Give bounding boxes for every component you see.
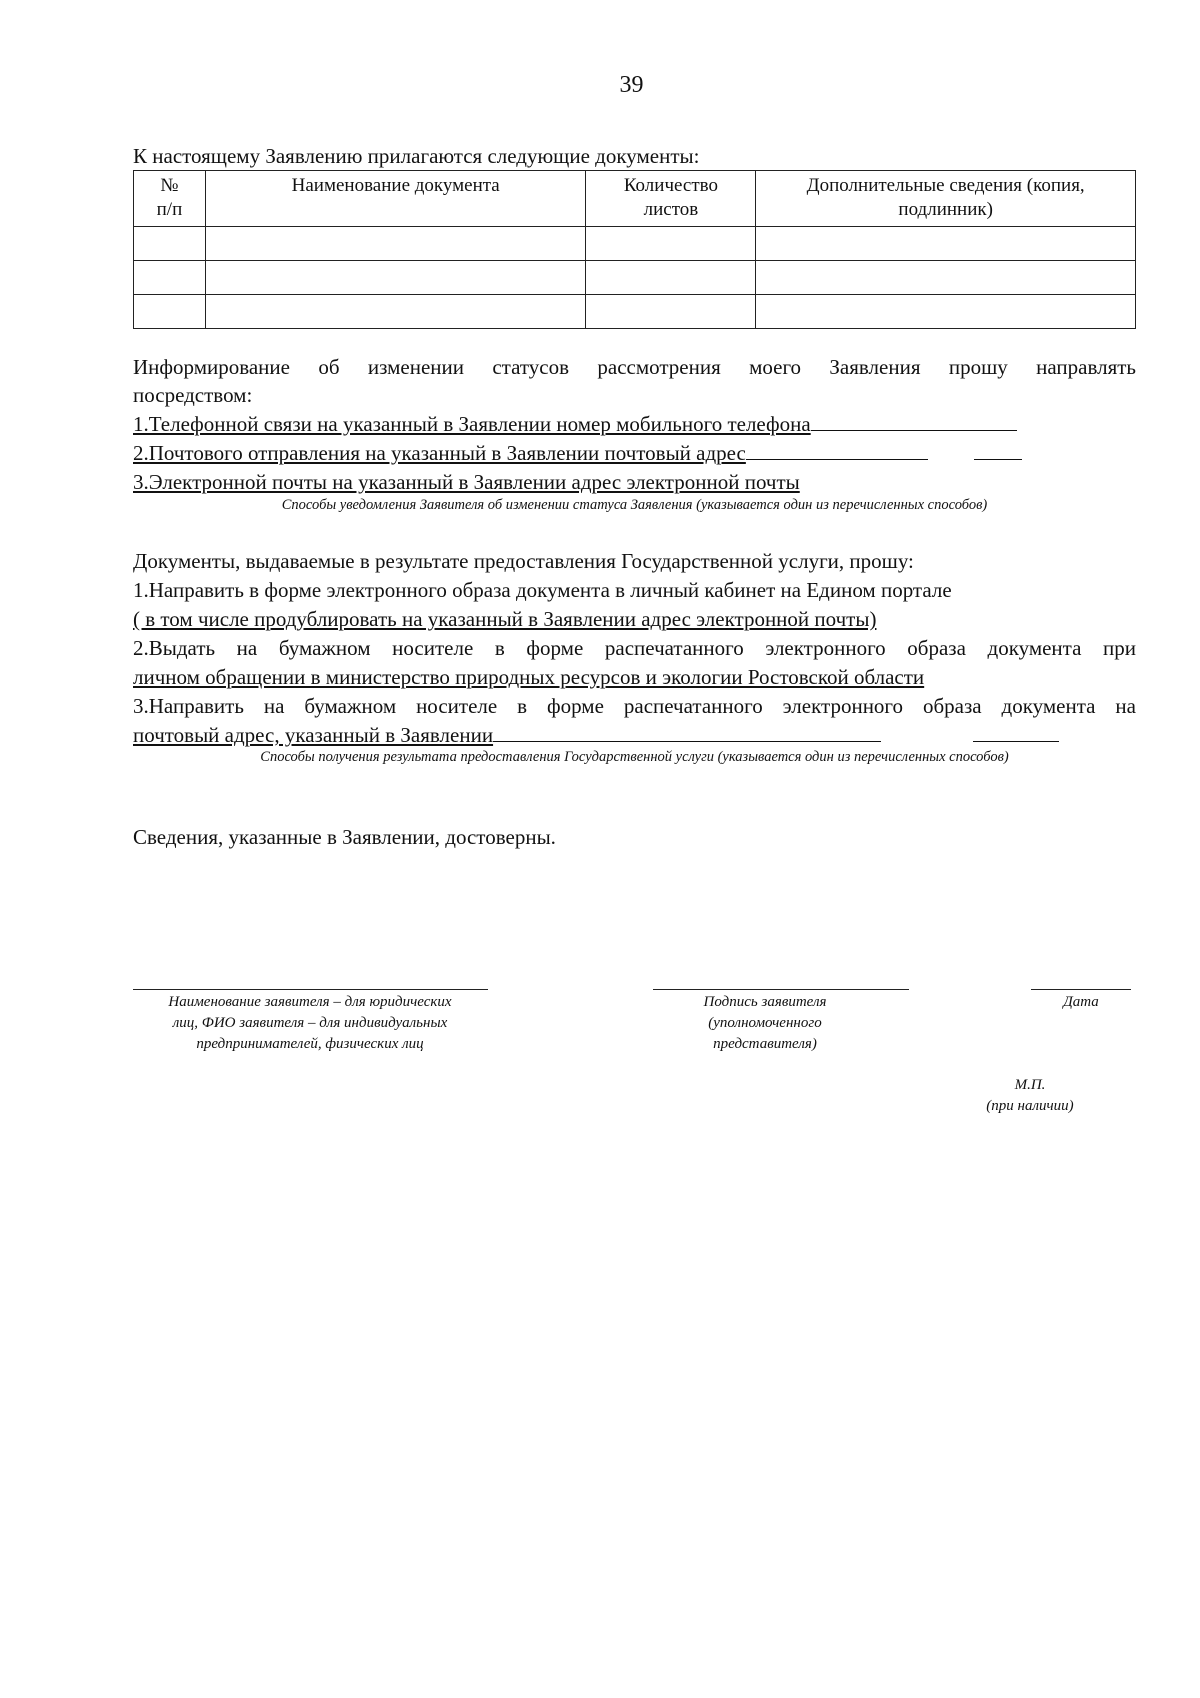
date-line[interactable] xyxy=(1031,989,1131,990)
signature-caption: Подпись заявителя (уполномоченного представителя) xyxy=(703,994,827,1052)
col-sheets-header: Количество листов xyxy=(586,171,756,227)
notification-option-email[interactable]: 3.Электронной почты на указанный в Заявлении адрес электронной почты xyxy=(133,470,800,494)
notification-intro-line2: посредством: xyxy=(133,383,253,407)
notification-caption: Способы уведомления Заявителя об изменении статуса Заявления (указывается один из перечисленных способов) xyxy=(281,497,988,513)
table-row xyxy=(134,295,1136,329)
delivery-caption: Способы получения результата предоставления Государственной услуги (указывается один из перечисленных способов) xyxy=(260,749,1009,765)
col-extra-header: Дополнительные сведения (копия, подлинник) xyxy=(756,171,1136,227)
delivery-option2-line1[interactable]: 2.Выдать на бумажном носителе в форме распечатанного электронного образа документа при xyxy=(133,636,1136,660)
attachments-lead: К настоящему Заявлению прилагаются следующие документы: xyxy=(133,144,700,168)
phone-blank[interactable] xyxy=(811,410,1017,431)
notification-intro-line1: Информирование об изменении статусов рассмотрения моего Заявления прошу направлять xyxy=(133,355,1136,379)
col-name-header: Наименование документа xyxy=(205,171,586,227)
delivery-option3-line1[interactable]: 3.Направить на бумажном носителе в форме распечатанного электронного образа документа на xyxy=(133,694,1136,718)
signature-line[interactable] xyxy=(653,989,909,990)
delivery-option1-line2: ( в том числе продублировать на указанный в Заявлении адрес электронной почты) xyxy=(133,607,877,631)
notification-option-phone[interactable]: 1.Телефонной связи на указанный в Заявлении номер мобильного телефона xyxy=(133,410,1017,438)
notification-option-post[interactable]: 2.Почтового отправления на указанный в Заявлении почтовый адрес xyxy=(133,439,1022,467)
delivery-intro: Документы, выдаваемые в результате предоставления Государственной услуги, прошу: xyxy=(133,549,914,573)
attachments-table xyxy=(133,170,1136,329)
page-number: 39 xyxy=(619,72,644,98)
table-cell[interactable] xyxy=(586,261,756,295)
delivery-address-blank-2[interactable] xyxy=(973,721,1059,742)
table-cell[interactable] xyxy=(756,227,1136,261)
seal-caption: М.П. (при наличии) xyxy=(986,1077,1074,1114)
table-row xyxy=(134,227,1136,261)
table-header-row xyxy=(134,171,1136,227)
table-row xyxy=(134,261,1136,295)
post-address-blank[interactable] xyxy=(746,439,928,460)
table-cell[interactable] xyxy=(586,227,756,261)
table-cell[interactable] xyxy=(756,295,1136,329)
table-cell[interactable] xyxy=(134,261,206,295)
table-cell[interactable] xyxy=(134,227,206,261)
table-cell[interactable] xyxy=(586,295,756,329)
delivery-address-blank[interactable] xyxy=(493,721,881,742)
post-address-blank-2[interactable] xyxy=(974,439,1022,460)
table-cell[interactable] xyxy=(205,295,586,329)
table-cell[interactable] xyxy=(205,227,586,261)
date-caption: Дата xyxy=(1063,994,1099,1010)
delivery-option2-line2: личном обращении в министерство природных ресурсов и экологии Ростовской области xyxy=(133,665,925,689)
table-cell[interactable] xyxy=(205,261,586,295)
col-number-header: № п/п xyxy=(134,171,206,227)
confirmation-text: Сведения, указанные в Заявлении, достоверны. xyxy=(133,825,556,849)
applicant-name-line[interactable] xyxy=(133,989,488,990)
delivery-option3-line2[interactable]: почтовый адрес, указанный в Заявлении xyxy=(133,721,1059,749)
table-cell[interactable] xyxy=(134,295,206,329)
applicant-name-caption: Наименование заявителя – для юридических лиц, ФИО заявителя – для индивидуальных предпринимателей, физических лиц xyxy=(168,994,452,1052)
delivery-option1-line1[interactable]: 1.Направить в форме электронного образа документа в личный кабинет на Едином портале xyxy=(133,578,952,602)
table-cell[interactable] xyxy=(756,261,1136,295)
